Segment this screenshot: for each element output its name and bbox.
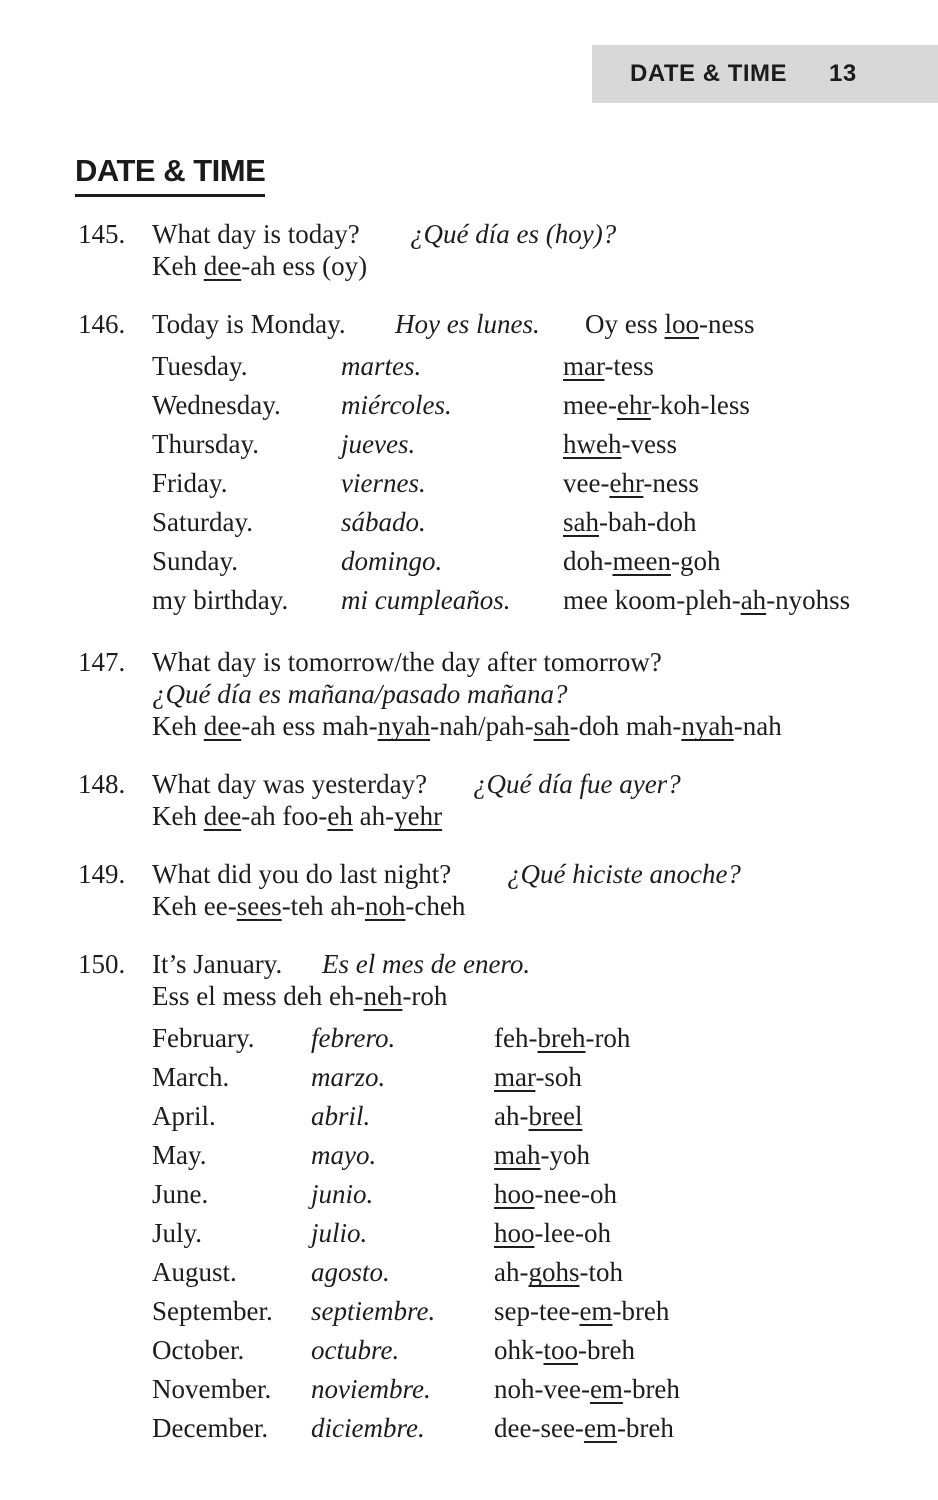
english-term: September. [152,1296,273,1326]
table-row [152,1409,898,1448]
english-term: October. [152,1335,245,1365]
months-table [152,1019,898,1448]
phonetic-term: ah-gohs-toh [494,1257,623,1287]
english-term: Wednesday. [152,390,281,420]
english-term: Saturday. [152,507,253,537]
table-row [152,1370,898,1409]
table-row [152,1136,898,1175]
table-row [152,347,898,386]
spanish-phrase: ¿Qué hiciste anoche? [507,859,741,889]
section-heading: DATE & TIME [75,153,265,197]
table-row [152,1019,898,1058]
entry-number: 149. [78,859,126,889]
english-term: Tuesday. [152,351,248,381]
days-of-week-table [152,347,898,620]
phonetic-term: dee-see-em-breh [494,1413,674,1443]
phonetic-term: hoo-nee-oh [494,1179,617,1209]
running-header [592,45,938,103]
entry-number: 147. [78,647,126,677]
spanish-phrase: Hoy es lunes. [395,309,540,339]
entry-number: 145. [78,219,126,249]
table-row [152,542,898,581]
phonetic-term: mah-yoh [494,1140,590,1170]
phonetic-term: mee-ehr-koh-less [563,390,750,420]
spanish-phrase: Es el mes de enero. [322,949,531,979]
spanish-term: mayo. [311,1140,377,1170]
spanish-phrase: ¿Qué día es (hoy)? [410,219,617,249]
table-row [152,386,898,425]
english-phrase: What day was yesterday? [152,769,428,799]
table-row [152,1214,898,1253]
phrase-entry-148 [78,768,898,832]
phonetic-phrase: Ess el mess deh eh-neh-roh [152,981,448,1011]
phonetic-term: ah-breel [494,1101,583,1131]
english-term: August. [152,1257,237,1287]
phrase-entry-147 [78,646,898,742]
phonetic-phrase: Keh ee-sees-teh ah-noh-cheh [152,891,466,921]
english-phrase: Today is Monday. [152,309,346,339]
spanish-term: miércoles. [341,390,452,420]
phrase-entry-145 [78,218,898,282]
spanish-term: marzo. [311,1062,386,1092]
spanish-term: domingo. [341,546,443,576]
english-phrase: What day is today? [152,219,360,249]
phonetic-phrase: Keh dee-ah foo-eh ah-yehr [152,801,443,831]
spanish-phrase: ¿Qué día fue ayer? [473,769,681,799]
spanish-term: diciembre. [311,1413,425,1443]
english-term: December. [152,1413,269,1443]
phrase-entries [78,218,898,1448]
spanish-term: martes. [341,351,422,381]
phonetic-phrase: Keh dee-ah ess (oy) [152,251,368,281]
phrase-entry-149 [78,858,898,922]
english-phrase: What did you do last night? [152,859,452,889]
phonetic-term: mee koom-pleh-ah-nyohss [563,585,851,615]
phonetic-term: ohk-too-breh [494,1335,635,1365]
table-row [152,425,898,464]
phonetic-term: mar-tess [563,351,654,381]
entry-number: 146. [78,309,126,339]
phonetic-term: doh-meen-goh [563,546,721,576]
table-row [152,503,898,542]
spanish-term: abril. [311,1101,371,1131]
english-phrase: It’s January. [152,949,283,979]
phonetic-term: hoo-lee-oh [494,1218,611,1248]
english-phrase: What day is tomorrow/the day after tomorrow? [152,647,662,677]
running-header-title: DATE & TIME [630,60,788,87]
phonetic-term: mar-soh [494,1062,582,1092]
english-term: June. [152,1179,209,1209]
spanish-term: junio. [311,1179,374,1209]
entry-number: 148. [78,769,126,799]
phonetic-term: noh-vee-em-breh [494,1374,680,1404]
table-row [152,1253,898,1292]
phonetic-term: feh-breh-roh [494,1023,631,1053]
english-term: February. [152,1023,255,1053]
phonetic-term: hweh-vess [563,429,677,459]
page-number: 13 [829,60,857,87]
english-term: November. [152,1374,272,1404]
phonetic-term: sah-bah-doh [563,507,697,537]
table-row [152,1292,898,1331]
table-row [152,1097,898,1136]
page-content [75,103,898,1474]
table-row [152,464,898,503]
english-term: my birthday. [152,585,289,615]
phonetic-phrase: Keh dee-ah ess mah-nyah-nah/pah-sah-doh mah-nyah-nah [152,711,782,741]
spanish-term: sábado. [341,507,426,537]
english-term: Sunday. [152,546,238,576]
english-term: July. [152,1218,203,1248]
spanish-term: octubre. [311,1335,400,1365]
spanish-phrase: ¿Qué día es mañana/pasado mañana? [152,679,568,709]
spanish-term: mi cumpleaños. [341,585,511,615]
spanish-term: julio. [311,1218,368,1248]
entry-number: 150. [78,949,126,979]
table-row [152,1331,898,1370]
spanish-term: jueves. [341,429,416,459]
spanish-term: febrero. [311,1023,396,1053]
english-term: April. [152,1101,216,1131]
spanish-term: septiembre. [311,1296,436,1326]
phonetic-term: sep-tee-em-breh [494,1296,670,1326]
spanish-term: noviembre. [311,1374,431,1404]
phrase-entry-146 [78,308,898,620]
spanish-term: viernes. [341,468,426,498]
english-term: May. [152,1140,207,1170]
spanish-term: agosto. [311,1257,390,1287]
english-term: Friday. [152,468,228,498]
phrase-entry-150 [78,948,898,1448]
table-row [152,581,898,620]
table-row [152,1058,898,1097]
table-row [152,1175,898,1214]
phonetic-term: vee-ehr-ness [563,468,699,498]
english-term: March. [152,1062,230,1092]
english-term: Thursday. [152,429,259,459]
phonetic-phrase: Oy ess loo-ness [585,309,755,339]
